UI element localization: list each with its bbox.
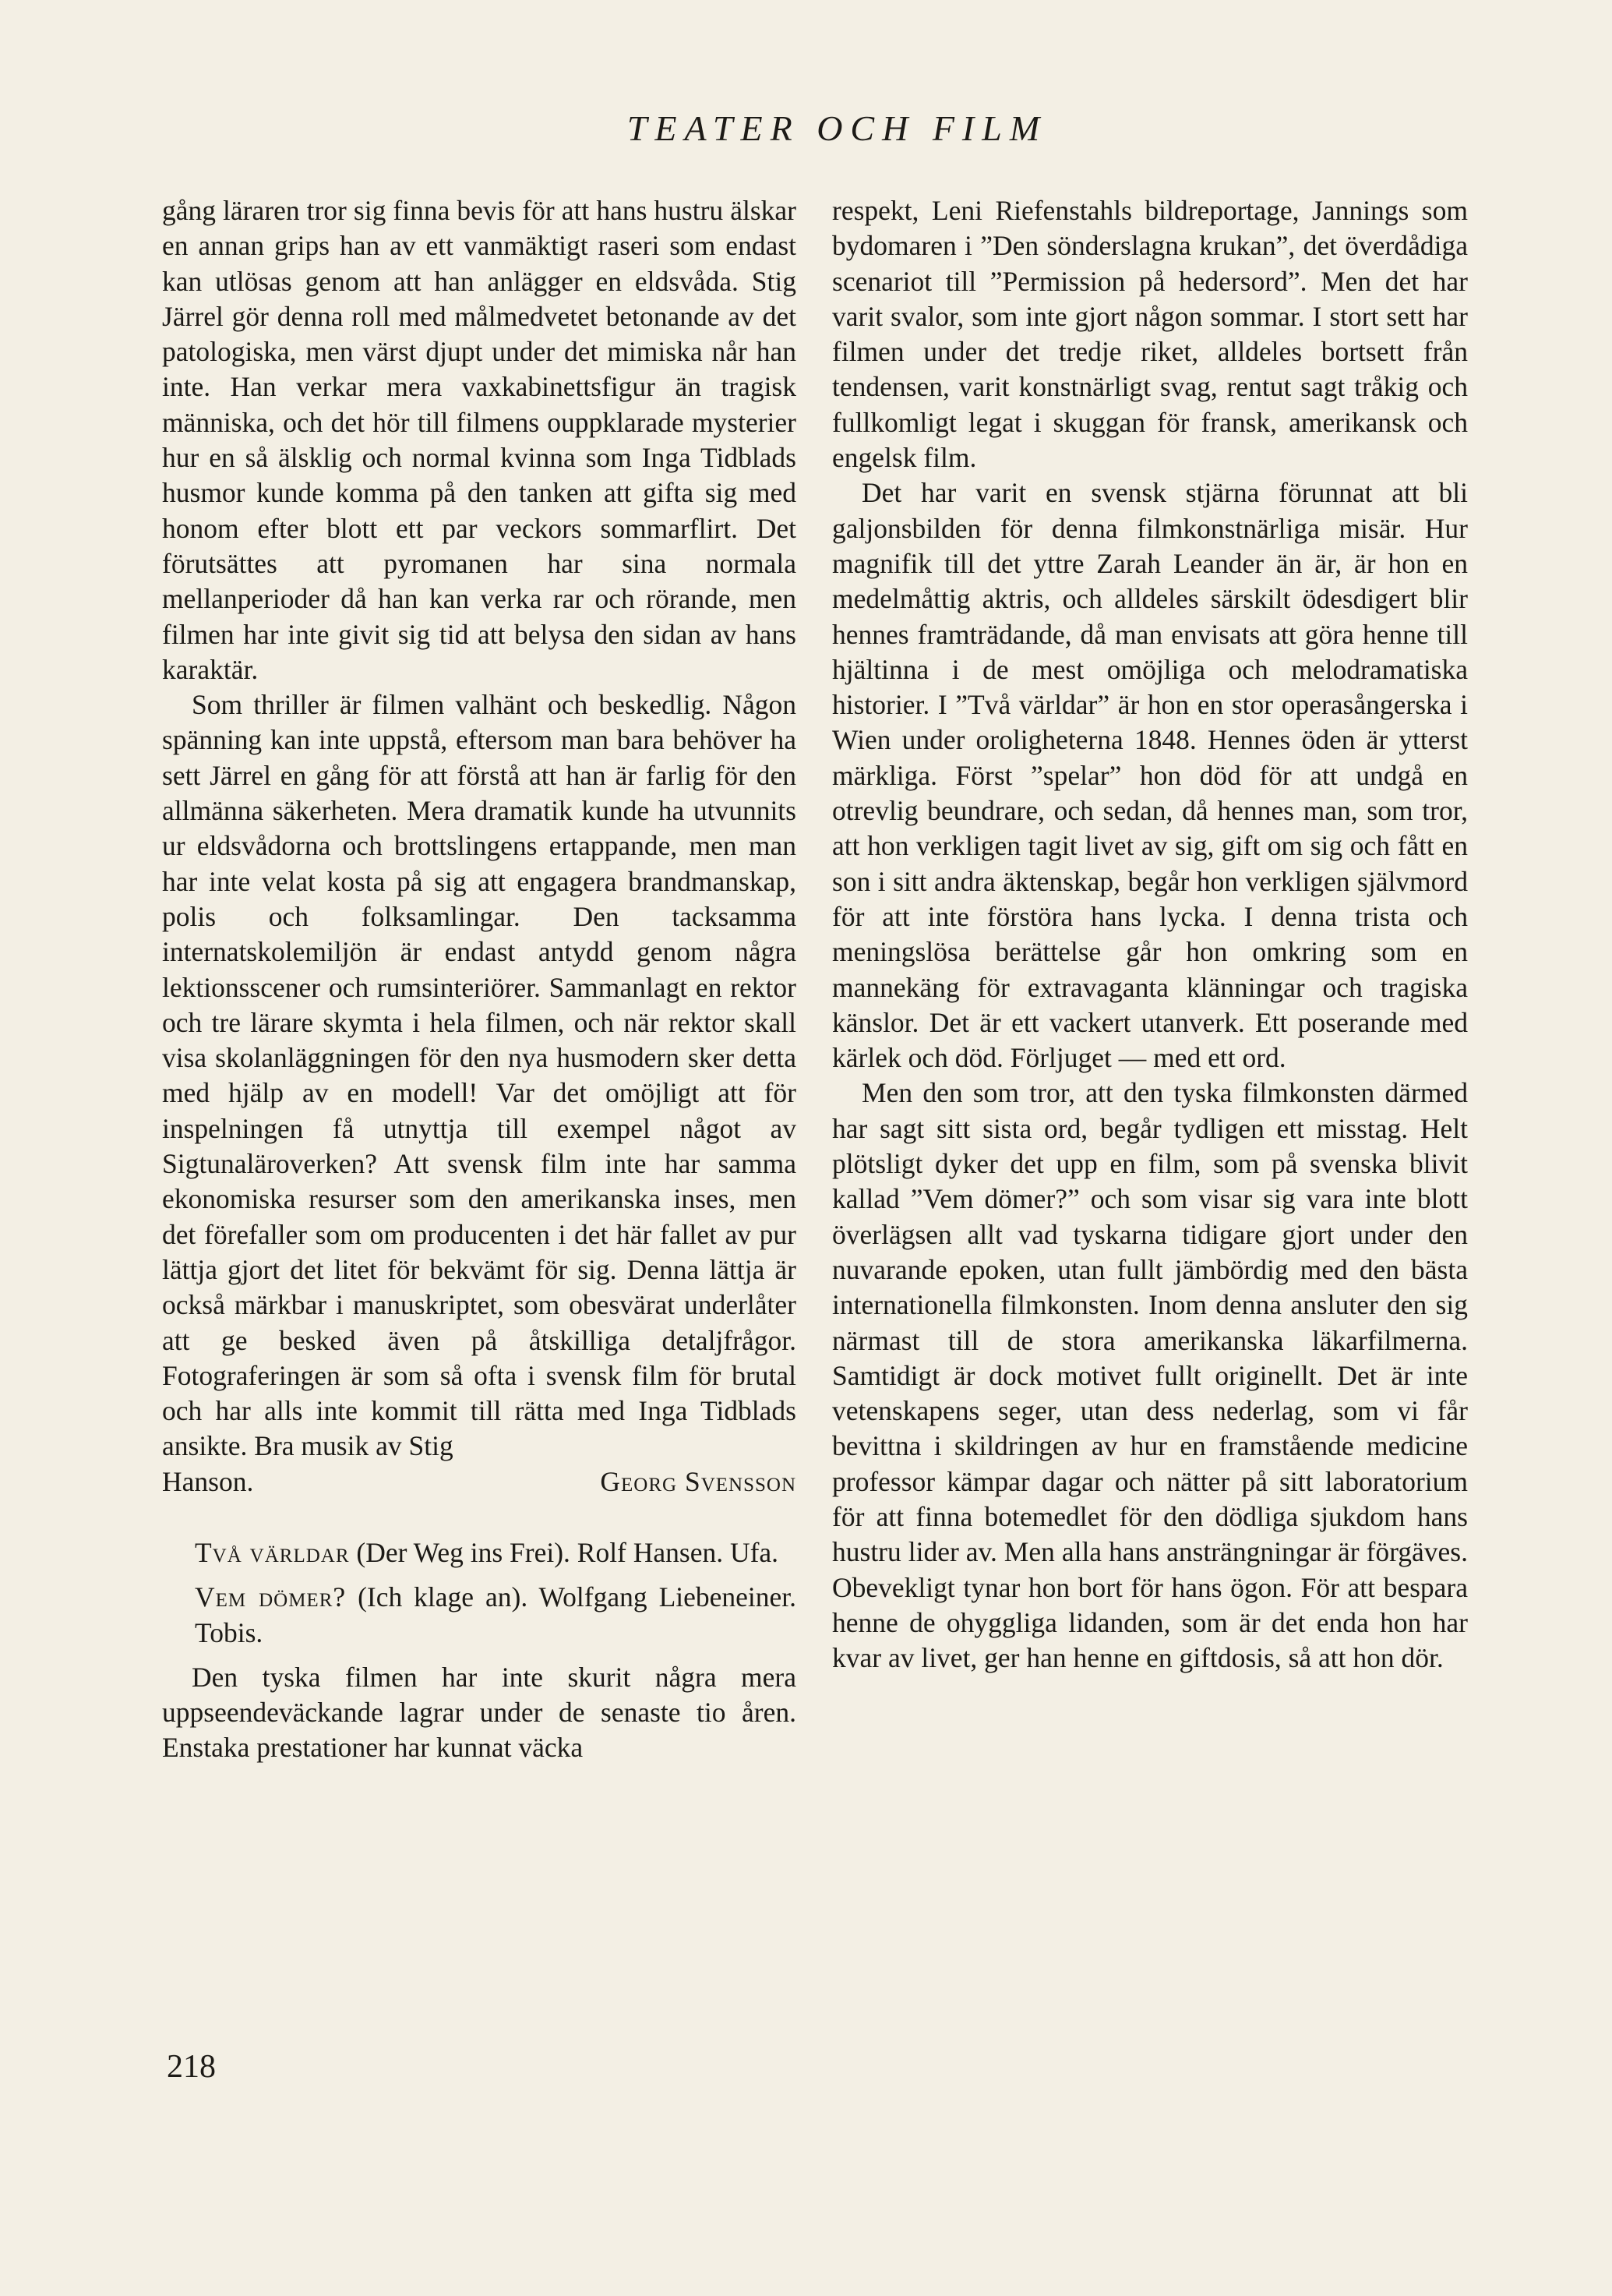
- paragraph: Men den som tror, att den tyska filmkonsten därmed har sagt sitt sista ord, begår tydligen ett misstag. Helt plötsligt dyker det upp en film, som på svenska blivit kallad ”Vem dömer?” och som visar sig vara inte blott överlägsen allt vad tyskarna tidigare gjort under den nuvarande epoken, utan fullt jämbördig med den bästa internationella filmkonsten. Inom denna ansluter den sig närmast till de stora amerikanska läkarfilmerna. Samtidigt är dock motivet fullt originellt. Det är inte vetenskapens seger, utan dess nederlag, som vi får bevittna i skildringen av hur en framstående medicine professor kämpar dagar och nätter på sitt laboratorium för att finna botemedlet för den dödliga sjukdom hans hustru lider av. Men alla hans ansträngningar är förgäves. Obevekligt tynar hon bort för hans ögon. För att bespara henne de ohyggliga lidanden, som är det enda hon har kvar av livet, ger han henne en giftdosis, så att hon dör.: [832, 1077, 1468, 1674]
- author-signature: Georg Svensson: [600, 1465, 796, 1497]
- paragraph: respekt, Leni Riefenstahls bildreportage, Jannings som bydomaren i ”Den sönderslagna krukan”, det överdådiga scenariot till ”Permission på hedersord”. Men det har varit svalor, som inte gjort någon sommar. I stort sett har filmen under det tredje riket, alldeles bortsett från tendensen, varit konstnärligt svag, rentut sagt tråkig och fullkomligt legat i skuggan för fransk, amerikansk och engelsk film.: [832, 195, 1468, 474]
- paragraph: gång läraren tror sig finna bevis för att hans hustru älskar en annan grips han av ett vanmäktigt raseri som endast kan utlösas genom att han anlägger en eldsvåda. Stig Järrel gör denna roll med målmedvetet betonande av det patologiska, men värst djupt under det mimiska når han inte. Han verkar mera vaxkabinettsfigur än tragisk människa, och det hör till filmens ouppklarade mysterier hur en så älsklig och normal kvinna som Inga Tidblads husmor kunde komma på den tanken att gifta sig med honom efter blott ett par veckors sommarflirt. Det förutsättes att pyromanen har sina normala mellanperioder då han kan verka rar och rörande, men filmen har inte givit sig tid att belysa den sidan av hans karaktär.: [162, 195, 796, 685]
- film-info: (Ich klage an). Wolfgang Liebeneiner. Tobis.: [195, 1581, 796, 1648]
- paragraph-end: Hanson.: [162, 1465, 254, 1497]
- paragraph: Som thriller är filmen valhänt och beskedlig. Någon spänning kan inte uppstå, eftersom man bara behöver ha sett Järrel en gång för att förstå att han är farlig för den allmänna säkerheten. Mera dramatik kunde ha utvunnits ur eldsvådorna och brottslingens ertappande, men man har inte velat kosta på sig att engagera brandmanskap, polis och folksamlingar. Den tacksamma internatskolemiljön är endast antydd genom några lektionsscener och rumsinteriörer. Sammanlagt en rektor och tre lärare skymta i hela filmen, och när rektor skall visa skolanläggningen för den nya husmodern sker detta med hjälp av en modell! Var det omöjligt att för inspelningen få utnyttja till exempel något av Sigtunaläroverken? Att svensk film inte har samma ekonomiska resurser som den amerikanska inses, men det förefaller som om producenten i det här fallet av pur lättja gjort det litet för bekvämt för sig. Denna lättja är också märkbar i manuskriptet, som obesvärat underlåter att ge besked även på åtskilliga detaljfrågor. Fotograferingen är som så ofta i svensk film för brutal och har alls inte kommit till rätta med Inga Tidblads ansikte. Bra musik av Stig: [162, 689, 796, 1462]
- page-number: 218: [167, 2049, 216, 2085]
- running-header: TEATER OCH FILM: [626, 108, 1048, 148]
- right-column: [832, 193, 1468, 1676]
- paragraph: Det har varit en svensk stjärna förunnat att bli galjonsbilden för denna filmkonstnärliga misär. Hur magnifik till det yttre Zarah Leander än är, är hon en medelmåttig aktris, och alldeles särskilt ödesdigert blir hennes framträdande, då man envisats att göra henne till hjältinna i de mest omöjliga och melodramatiska historier. I ”Två världar” är hon en stor operasångerska i Wien under oroligheterna 1848. Hennes öden är ytterst märkliga. Först ”spelar” hon död för att undgå en otrevlig beundrare, och sedan, då hennes man, som tror, att hon verkligen tagit livet av sig, gift om sig och fått en son i sitt andra äktenskap, begår hon verkligen självmord för att inte förstöra hans lycka. I denna trista och meningslösa berättelse går hon omkring som en mannekäng för extravaganta klänningar och tragiska känslor. Det är ett vackert utanverk. Ett poserande med kärlek och död. Förljuget — med ett ord.: [832, 477, 1468, 1074]
- film-info: (Der Weg ins Frei). Rolf Hansen. Ufa.: [356, 1536, 779, 1568]
- film-title: Vem dömer?: [195, 1581, 347, 1613]
- film-credit: [162, 1535, 796, 1570]
- paragraph: Den tyska filmen har inte skurit några mera uppseendeväckande lagrar under de senaste tio åren. Enstaka prestationer har kunnat väcka: [162, 1661, 796, 1764]
- film-credit: [162, 1580, 796, 1651]
- film-title: Två världar: [195, 1536, 350, 1568]
- left-column: [162, 193, 796, 1766]
- signature-line: [162, 1464, 796, 1499]
